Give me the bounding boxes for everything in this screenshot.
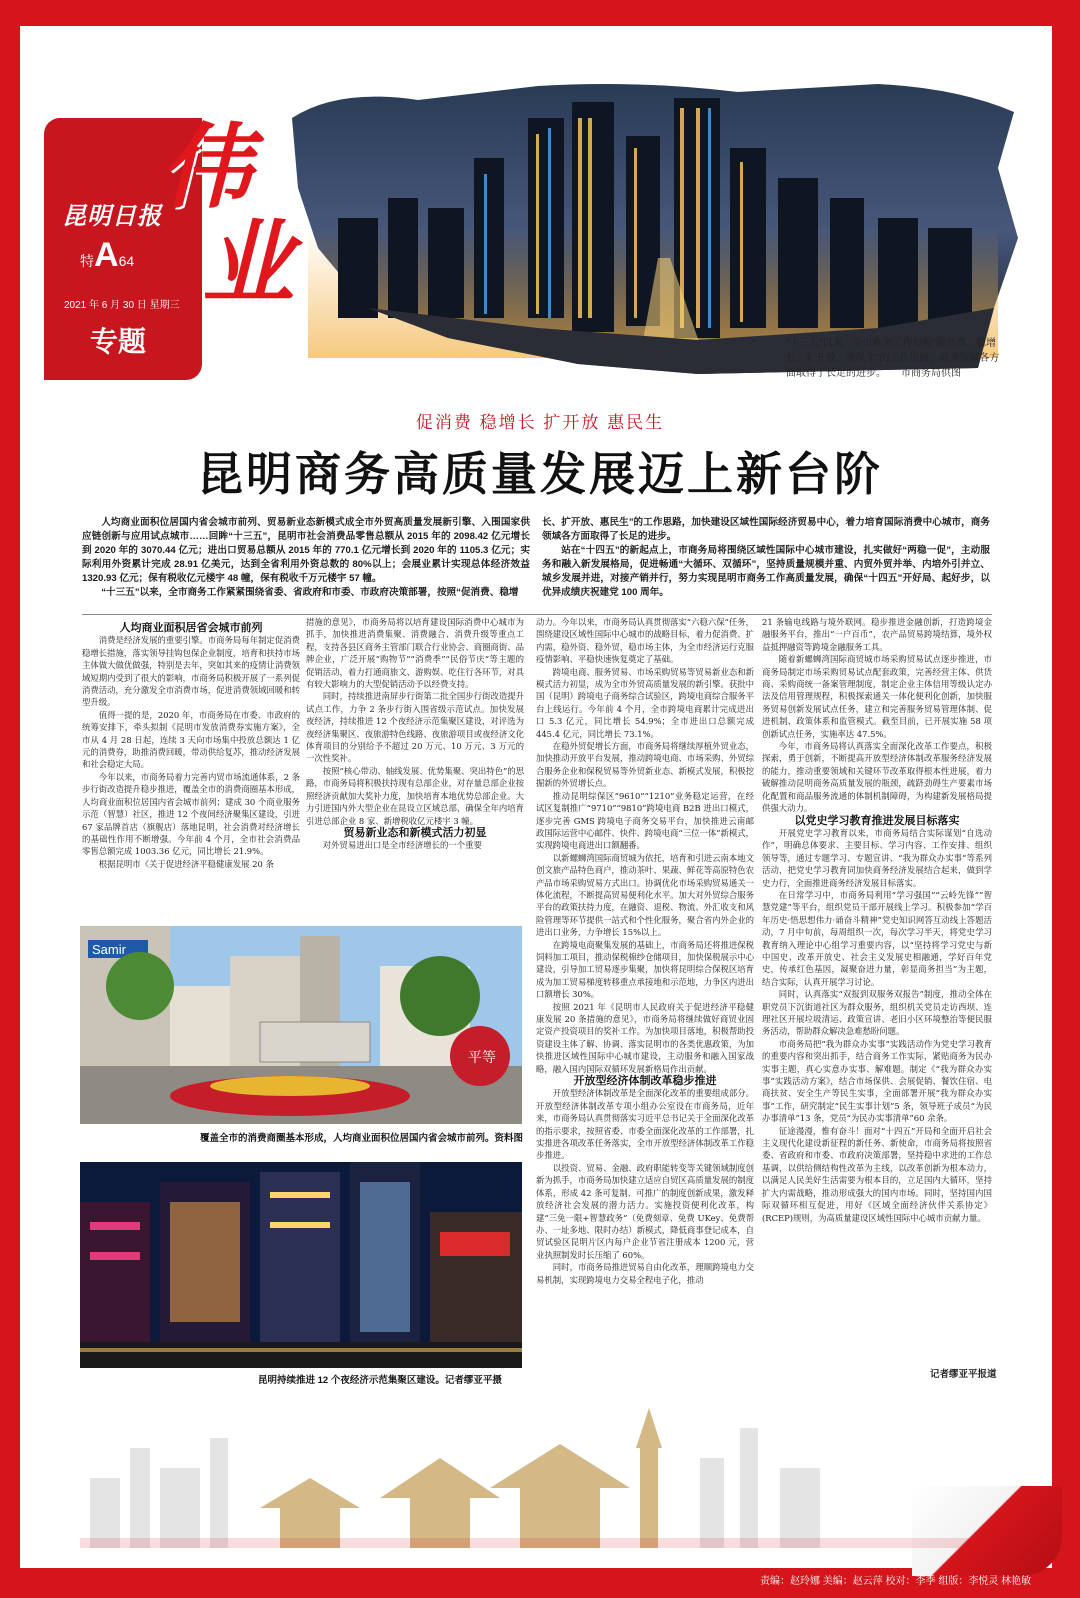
lead-left — [82, 516, 530, 600]
photo1-caption: 覆盖全市的消费商圈基本形成，人均商业面积位居国内省会城市前列。资料图 — [200, 1133, 524, 1144]
body-paragraph: 在日常学习中，市商务局利用“学习强国”“云岭先锋”“智慧党建”等平台，组织党员干部开展线上学习。积极参加“学百年历史·悟思想伟力·诵奋斗精神”党史知识网答互动线上答题活动，7 月中旬前，每周组织一次，每次学习半天，将党史学习教育纳入理论中心组学习重要内容，以“坚持将学习党史与新中国史、改革开放史、社会主义发展史相融通，学好百年党史，传承红色基因，凝聚奋进力量，彰显商务担当”为主题，结合实际，认真开展学习讨论。 — [762, 889, 992, 987]
editorial-credits: 责编：赵玲娜 美编：赵云萍 校对：李季 组版：李悦灵 林艳敏 — [760, 1576, 1032, 1587]
body-paragraph: 在跨境电商聚集发展的基础上，市商务局还将推进保税饲料加工项目，推动保税棉纱仓储项目，加快保税展示中心建设，引导加工贸易逐步集聚，加快将昆明综合保税区培育成为加工贸易梯度转移重点承接地和示范地，力争区内进出口额增长 30%。 — [536, 939, 754, 1000]
weiye-char-2: 业 — [202, 209, 295, 317]
body-paragraph: 按照“核心带动、轴线发展、优势集聚、突出特色”的思路，市商务局将积极扶持现有总部企业，对存量总部企业按照经济贡献加大奖补力度，加快培育本地优势总部企业。大力引进国内外大型企业在昆设立区域总部，确保全年内培育引进总部企业 8 家、新增税收亿元楼宇 3 幢。 — [306, 765, 524, 826]
body-paragraph: 以投资、贸易、金融、政府职能转变等关键领域制度创新为抓手，市商务局加快建立适应自贸区高质量发展的制度体系，形成 42 条可复制、可推广的制度创新成果，激发释放经济社会发展的潜力活力。实施投资便利化改革，构建“三免一限+智慧政务”（免费刻章、免费 UKey、免费帮办、一址多地、限时办结）新模式，降低商事登记成本，自贸试验区昆明片区内每户企业节省注册成本 1200 元，营业执照制发时长压缩了 60%。 — [536, 1162, 754, 1260]
photo-sign-brand: Samir — [92, 942, 126, 957]
body-paragraph: 今年，市商务局将认真落实全面深化改革工作要点，积极探索，勇于创新，不断提高开放型经济体制改革服务经济发展的能力，推动重要领域和关键环节改革取得根本性进展，着力破解推动昆明商务高质量发展的瓶颈，疏跻劲碍生产要素市场化配置和商品服务流通的体制机制障碍，为构建新发展格局提供强大动力。 — [762, 741, 992, 814]
section-heading: 开放型经济体制改革稳步推进 — [573, 1075, 717, 1088]
photo-sign-red: 平等 — [468, 1050, 496, 1066]
skyline-decoration — [80, 1388, 1000, 1548]
weiye-char-1: 伟 — [160, 113, 253, 221]
page-letter: A — [94, 236, 119, 274]
body-paragraph: 消费是经济发展的重要引擎。市商务局每年制定促消费稳增长措施，落实领导挂钩包保企业制度，培育和扶持市场主体做大做优做强，特别是去年，突如其来的疫情让消费领域短期内受到了很大的影响，市商务局积极开展了一系列促消费活动，充分激发全市消费市场，促进消费领域回暖和转型升级。 — [82, 635, 300, 708]
body-paragraph: 同时，持续推进南屏步行街第二批全国步行街改造提升试点工作，力争 2 条步行街入围省级示范试点。加快发展夜经济，持续推进 12 个夜经济示范集聚区建设，对评选为夜经济集聚区、夜旅游特色线路、夜旅游项目或夜经济文化体育项目的分别给予不超过 20 万元、10 万元、3 万元的一次性奖补。 — [306, 691, 524, 764]
body-paragraph: 开展党史学习教育以来，市商务局结合实际谋划“自选动作”，明确总体要求、主要目标、学习内容、工作安排、组织领导等，通过专题学习、专题宣讲、“我为群众办实事”等系列活动，把党史学习教育同加快商务经济发展结合起来，做到学史力行，全面推进商务经济发展目标落实。 — [762, 827, 992, 888]
section-heading: 贸易新业态和新模式活力初显 — [343, 826, 487, 839]
page-label — [80, 236, 134, 275]
body-paragraph: 21 条输电线路与境外联网。稳步推进金融创新，打造跨境金融服务平台，推出“一户百币”，农产品贸易跨境结算，境外权益抵押融资等跨境金融服务工具。 — [762, 617, 992, 652]
photo-shopping-street — [80, 926, 522, 1124]
hero-cityscape-image — [278, 78, 1022, 376]
headline-kicker: 促消费 稳增长 扩开放 惠民生 — [415, 413, 665, 432]
body-paragraph: 在稳外贸促增长方面，市商务局将继续厚植外贸业态，加快推动开放平台发展，推动跨境电商、市场采购、外贸综合服务企业和保税贸易等外贸新业态、新模式发展，积极挖掘新的外贸增长点。 — [536, 741, 754, 789]
divider-rule — [82, 614, 992, 615]
body-paragraph: 同时，认真落实“双报到双服务双报告”制度，推动全体在职党员下沉街道社区为群众服务，组织机关党员走访西坝、连理社区开展垃圾清运、政策宣讲、老旧小区环境整治等便民服务活动，帮助群众解决急难愁盼问题。 — [762, 989, 992, 1037]
body-paragraph: 根据昆明市《关于促进经济平稳健康发展 20 条 — [98, 858, 274, 869]
body-paragraph: 值得一提的是，2020 年，市商务局在市委、市政府的统筹安排下，牵头拟制《昆明市发放消费券实施方案》，全市从 4 月 28 日起，连续 3 天向市场集中投放总额达 1 亿元的消费券，助推消费回暖，带动供给复苏，推动经济发展和社会稳定大局。 — [82, 709, 300, 770]
page-title: 昆明商务高质量发展迈上新台阶 — [197, 447, 883, 501]
page-number: 64 — [118, 253, 135, 269]
article-column-4 — [762, 616, 992, 1372]
reporter-byline: 记者缪亚平报道 — [930, 1369, 997, 1380]
section-heading: 以党史学习教育推进发展目标落实 — [794, 814, 960, 827]
lead-paragraph: 长、扩开放、惠民生”的工作思路，加快建设区域性国际经济贸易中心，着力培育国际消费中心城市，商务领域各方面取得了长足的进步。 — [542, 517, 990, 542]
publication-date: 2021 年 6 月 30 日 星期三 — [64, 300, 180, 311]
body-paragraph: 按照 2021 年《昆明市人民政府关于促进经济平稳健康发展 20 条措施的意见》，市商务局将继续做好商贸业固定资产投资项目的奖补工作。为加快项目落地，积极帮助投资建设主体了解、协调、落实昆明市的各类优惠政策，为加快推进区域性国际中心城市建设，主动服务和融入国家战略，融入国内国际双循环发展新格局作出贡献。 — [536, 1001, 754, 1074]
lead-paragraph: 站在“十四五”的新起点上，市商务局将围绕区域性国际中心城市建设，扎实做好“两稳一促”，主动服务和融入新发展格局，促进畅通“大循环、双循环”，坚持质量规模并重、内贸外贸并举、内培外引并立、城乡发展并进，对接产销并行，努力实现昆明市商务工作高质量发展，确保“十四五”开好局、起好步，以优异成绩庆祝建党 100 周年。 — [542, 545, 990, 598]
red-frame-right — [1052, 0, 1080, 1598]
body-paragraph: 市商务局把“我为群众办实事”实践活动作为党史学习教育的重要内容和突出抓手，结合商务工作实际，紧贴商务为民办实事主题，真心实意办实事、解难题。制定《“我为群众办实事”实践活动方案》，结合市场保供、会展促销、餐饮住宿、电商扶贫、安全生产等民生实事，全面部署开展“我为群众办实事”工作，研究制定“民生实事计划”5 条，领导班子成员“为民办事清单”13 条，党员“为民办实事清单”60 余条。 — [762, 1038, 992, 1124]
body-paragraph: 随着新螺蛳湾国际商贸城市场采购贸易试点逐步推进，市商务局制定市场采购贸易试点配套政策，完善经营主体、供货商、采购商统一备案管理制度，制定企业主体信用等级认定办法及信用管理规程，积极探索通关一体化便利化创新，加快服务贸易创新发展试点任务，建立和完善服务贸易管理体制、促进机制、政策体系和监管模式。截至目前，已开展实施 58 项创新试点任务，实施率达 47.5%。 — [762, 654, 992, 739]
paper-name: 昆明日报 — [62, 201, 162, 230]
body-paragraph: 征途漫漫，惟有奋斗！面对“十四五”开局和全面开启社会主义现代化建设新征程的新任务、新使命，市商务局将按照省委、省政府和市委、市政府决策部署，坚持稳中求进的工作总基调，以供给侧结构性改革为主线，以改革创新为根本动力，以满足人民美好生活需要为根本目的，立足国内大循环，坚持扩大内需战略，推动形成强大的国内市场。同时，坚持国内国际双循环相互促进，用好《区域全面经济伙伴关系协定》(RCEP)规则，为高质量建设区域性国际中心城市贡献力量。 — [762, 1125, 992, 1223]
body-paragraph: 同时，市商务局推进贸易自由化改革，理顺跨境电力交易机制，实现跨境电力交易全程电子化，推动 — [536, 1262, 754, 1285]
article-column-3 — [536, 616, 754, 1376]
section-heading: 人均商业面积居省会城市前列 — [119, 622, 263, 634]
body-paragraph: 推动昆明综保区“9610”“1210”业务稳定运营，在经试区复制推广“9710”“9810”跨境电商 B2B 进出口模式，逐步完善 GMS 跨境电子商务交易平台，加快推进云南邮政国际运营中心邮件、快件、跨境电商“三位一体”新模式，实现跨境电商进出口额翻番。 — [536, 790, 754, 851]
photo-night-district — [80, 1162, 522, 1368]
body-paragraph: 以新螺蛳湾国际商贸城为依托，培育和引进云南本地文创文旅产品特色商户，推动茶叶、果蔬、鲜花等高原特色农产品市场采购贸易方式出口。协调优化市场采购贸易通关一体化流程，不断提高贸易便利化水平。加大对外贸综合服务平台的政策扶持力度，在融资、退税、物流、外汇收支和风险管理等环节提供一站式和个性化服务，聚合省内外企业的进出口业务，力争增长 15%以上。 — [536, 852, 754, 938]
body-paragraph: 跨境电商、服务贸易、市场采购贸易等贸易新业态和新模式活力初显，成为全市外贸高质量发展的新引擎。获批中国（昆明）跨境电子商务综合试验区，跨境电商综合服务平台上线运行。今年前 4 个月，全市跨境电商累计完成进出口 5.3 亿元，同比增长 54.9%；全市进出口总额完成 445.4 亿元，同比增长 73.1%。 — [536, 666, 754, 739]
body-paragraph: 开放型经济体制改革是全面深化改革的重要组成部分。开放型经济体制改革专项小组办公室设在市商务局，近年来，市商务局认真贯彻落实习近平总书记关于全面深化改革的指示要求，按照省委、市委全面深化改革的工作部署，扎实推进各项改革任务落实，全市开放型经济体制改革工作稳步推进。 — [536, 1088, 754, 1161]
red-frame-top — [0, 0, 1080, 26]
lead-right — [542, 516, 990, 600]
body-paragraph: 动力。今年以来，市商务局认真贯彻落实“六稳六保”任务，围绕建设区域性国际中心城市的战略目标，着力促消费、扩内需，稳外资、稳外贸，稳市场主体，为全市经济运行克服疫情影响、平稳快速恢复奠定了基础。 — [536, 617, 754, 665]
body-paragraph: 对外贸易进出口是全市经济增长的一个重要 — [322, 840, 482, 851]
hero-caption: “十三五”以来，全市商务工作按照“促消费、稳增长、扩开放、惠民生”的工作思路，商务领域各方面取得了长足的进步。 市商务局供图 — [786, 338, 1000, 379]
article-column-2 — [306, 616, 524, 928]
article-column-1 — [82, 622, 300, 928]
section-topic: 专题 — [90, 325, 147, 358]
red-frame-left — [0, 0, 20, 1598]
body-paragraph: 措施的意见》，市商务局将以培育建设国际消费中心城市为抓手，加快推进消费集聚、消费融合、消费升级等重点工程，支持各县区商务主管部门联合行业协会、商圈商街、品牌企业，广泛开展“购物节”“消费季”“民俗节庆”等主题的促销活动，着力打通商旅文、游购娱、吃住行各环节，对具有较大影响力的大型促销活动予以经费支持。 — [306, 617, 524, 690]
body-paragraph: 今年以来，市商务局着力完善内贸市场流通体系，2 条步行街改造提升稳步推进，覆盖全市的消费商圈基本形成，人均商业面积位居国内省会城市前列；建成 30 个商业服务示范（智慧）社区，推进 12 个夜间经济聚集区建设，引进 67 家品牌首店（旗舰店）落地昆明，社会消费对经济增长的基础性作用不断增强。今年前 4 个月，全市社会消费品零售总额完成 1003.36 亿元，同比增长 21.9%。 — [82, 771, 300, 857]
lead-paragraph: 人均商业面积位居国内省会城市前列、贸易新业态新模式成全市外贸高质量发展新引擎、入围国家供应链创新与应用试点城市……回眸“十三五”，昆明市社会消费品零售总额从 2015 年的 2098.42 亿元增长到 2020 年的 3070.44 亿元；进出口贸易总额从 2015 年的 770.1 亿元增长到 2020 年的 1105.3 亿元；实际利用外资累计完成 28.91 亿美元，达到全省利用外资总数的 80%以上；会展业累计实现总体经济效益 1320.93 亿元；保有税收亿元楼宇 48 幢，保有税收千万元楼宇 57 幢。 — [82, 517, 530, 584]
weiye-calligraphy — [140, 94, 295, 317]
lead-paragraph: “十三五”以来，全市商务工作紧紧围绕省委、省政府和市委、市政府决策部署，按照“促消费、稳增 — [101, 587, 519, 598]
photo2-caption: 昆明持续推进 12 个夜经济示范集聚区建设。记者缪亚平摄 — [258, 1375, 502, 1386]
special-prefix: 特 — [80, 253, 94, 269]
